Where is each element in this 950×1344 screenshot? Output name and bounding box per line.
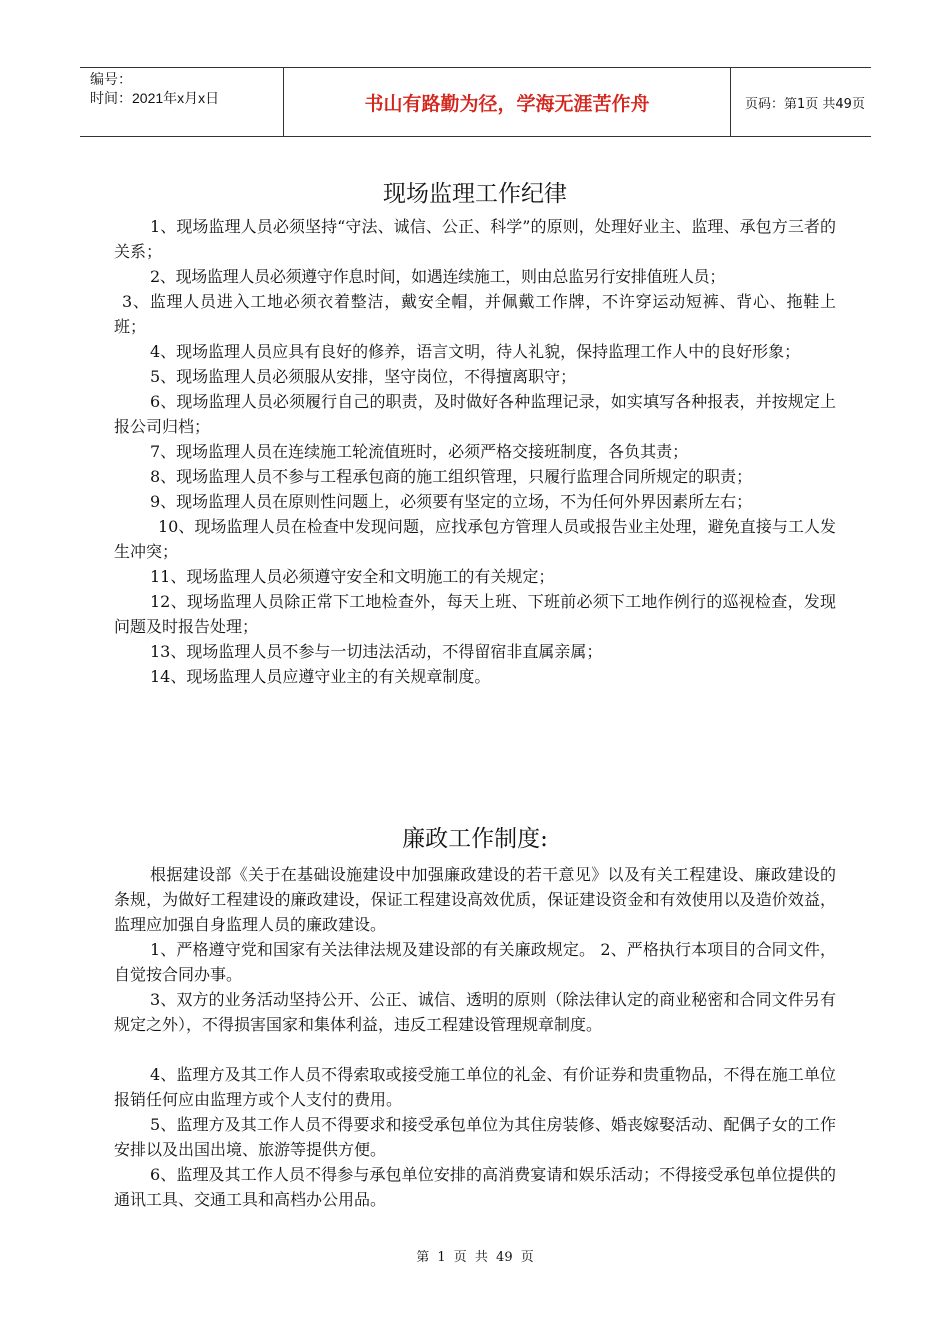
discipline-item: 2、现场监理人员必须遵守作息时间，如遇连续施工，则由总监另行安排值班人员； bbox=[150, 267, 726, 286]
discipline-item: 7、现场监理人员在连续施工轮流值班时，必须严格交接班制度，各负其责； bbox=[150, 442, 689, 461]
discipline-item: 10、现场监理人员在检查中发现问题，应找承包方管理人员或报告业主处理，避免直接与工人发生冲突； bbox=[114, 517, 836, 561]
integrity-item: 6、监理及其工作人员不得参与承包单位安排的高消费宴请和娱乐活动；不得接受承包单位提供的通讯工具、交通工具和高档办公用品。 bbox=[114, 1165, 836, 1209]
header-motto: 书山有路勤为径，学海无涯苦作舟 bbox=[283, 68, 731, 136]
discipline-item: 4、现场监理人员应具有良好的修养，语言文明，待人礼貌，保持监理工作人中的良好形象； bbox=[150, 342, 801, 361]
discipline-item: 11、现场监理人员必须遵守安全和文明施工的有关规定； bbox=[150, 567, 555, 586]
integrity-list bbox=[114, 862, 836, 1212]
discipline-item: 8、现场监理人员不参与工程承包商的施工组织管理，只履行监理合同所规定的职责； bbox=[150, 467, 753, 486]
discipline-item: 9、现场监理人员在原则性问题上，必须要有坚定的立场，不为任何外界因素所左右； bbox=[150, 492, 753, 511]
integrity-item: 1、严格遵守党和国家有关法律法规及建设部的有关廉政规定。 2、严格执行本项目的合同文件，自觉按合同办事。 bbox=[114, 940, 836, 984]
discipline-item: 14、现场监理人员应遵守业主的有关规章制度。 bbox=[150, 667, 491, 686]
blank-line bbox=[114, 1037, 836, 1062]
integrity-item: 4、监理方及其工作人员不得索取或接受施工单位的礼金、有价证券和贵重物品，不得在施工单位报销任何应由监理方或个人支付的费用。 bbox=[114, 1065, 836, 1109]
page-footer: 第 1 页 共 49 页 bbox=[416, 1250, 534, 1265]
discipline-item: 13、现场监理人员不参与一切违法活动，不得留宿非直属亲属； bbox=[150, 642, 603, 661]
page-header bbox=[80, 67, 871, 137]
integrity-item: 3、双方的业务活动坚持公开、公正、诚信、透明的原则（除法律认定的商业秘密和合同文件另有规定之外），不得损害国家和集体利益，违反工程建设管理规章制度。 bbox=[114, 990, 836, 1034]
discipline-item: 12、现场监理人员除正常下工地检查外，每天上班、下班前必须下工地作例行的巡视检查，发现问题及时报告处理； bbox=[114, 592, 836, 636]
integrity-intro: 根据建设部《关于在基础设施建设中加强廉政建设的若干意见》以及有关工程建设、廉政建设的条规，为做好工程建设的廉政建设，保证工程建设高效优质，保证建设资金和有效使用以及造价效益，监理应加强自身监理人员的廉政建设。 bbox=[114, 865, 836, 934]
section-title-integrity: 廉政工作制度: bbox=[402, 826, 548, 852]
header-page-code: 页码：第1页 共49页 bbox=[745, 96, 865, 112]
document-date: 时间：2021年x月x日 bbox=[90, 90, 220, 106]
discipline-item: 3、监理人员进入工地必须衣着整洁，戴安全帽，并佩戴工作牌，不许穿运动短裤、背心、拖鞋上班； bbox=[114, 292, 836, 336]
header-meta bbox=[80, 68, 283, 136]
discipline-list bbox=[114, 214, 836, 689]
integrity-item: 5、监理方及其工作人员不得要求和接受承包单位为其住房装修、婚丧嫁娶活动、配偶子女的工作安排以及出国出境、旅游等提供方便。 bbox=[114, 1115, 836, 1159]
discipline-item: 6、现场监理人员必须履行自己的职责，及时做好各种监理记录，如实填写各种报表，并按规定上报公司归档； bbox=[114, 392, 836, 436]
discipline-item: 1、现场监理人员必须坚持“守法、诚信、公正、科学”的原则，处理好业主、监理、承包方三者的关系； bbox=[114, 217, 836, 261]
section-title-discipline: 现场监理工作纪律 bbox=[383, 181, 567, 207]
document-number-label: 编号： bbox=[90, 71, 132, 87]
discipline-item: 5、现场监理人员必须服从安排，坚守岗位，不得擅离职守； bbox=[150, 367, 577, 386]
